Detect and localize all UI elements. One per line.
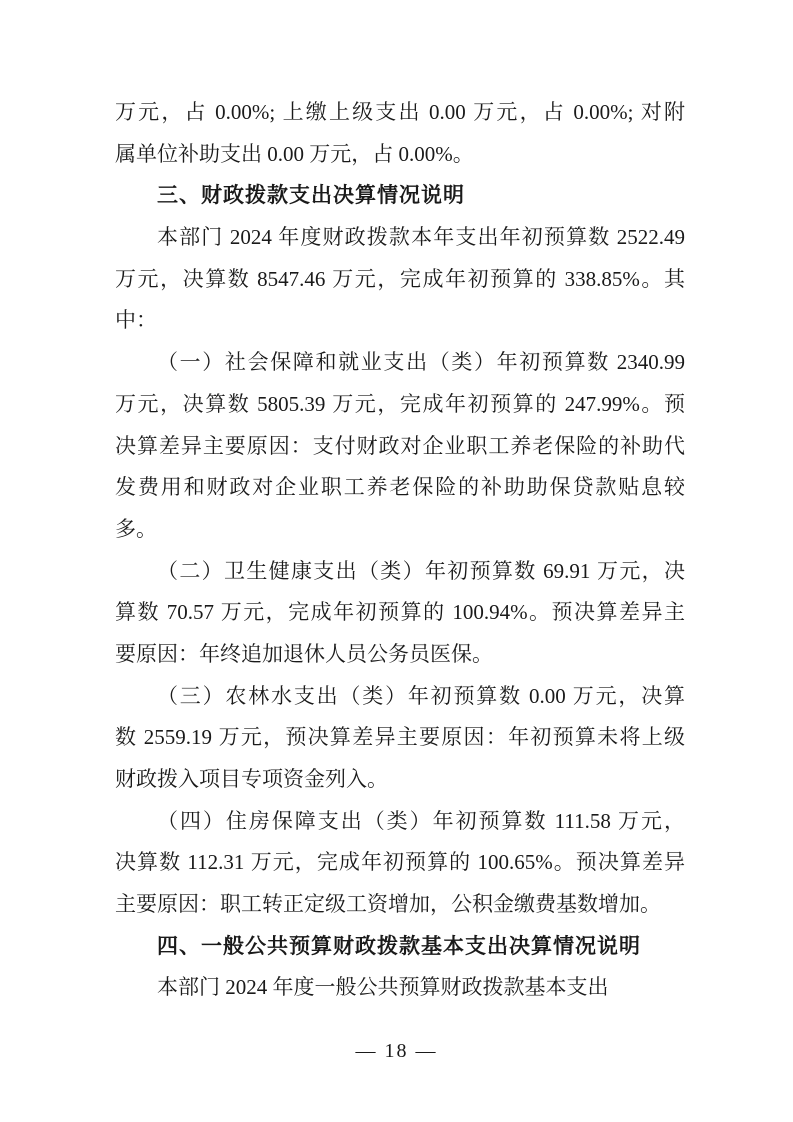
text-line: 发费用和财政对企业职工养老保险的补助助保贷款贴息较 <box>115 475 685 500</box>
text-line: 财政拨入项目专项资金列入。 <box>115 767 388 791</box>
page-footer <box>0 1036 793 1066</box>
text-line: （二）卫生健康支出（类）年初预算数 69.91 万元，决 <box>157 558 685 583</box>
text-line: 决算数 112.31 万元，完成年初预算的 100.65%。预决算差异 <box>115 850 685 875</box>
text-line: （三）农林水支出（类）年初预算数 0.00 万元，决算 <box>157 683 685 708</box>
heading-section-three: 三、财政拨款支出决算情况说明 <box>157 184 465 208</box>
text-line: （一）社会保障和就业支出（类）年初预算数 2340.99 <box>157 350 685 375</box>
text-line: 决算差异主要原因：支付财政对企业职工养老保险的补助代 <box>115 433 685 458</box>
text-line: 算数 70.57 万元，完成年初预算的 100.94%。预决算差异主 <box>115 600 685 625</box>
text-line: 本部门 2024 年度一般公共预算财政拨款基本支出 <box>157 975 609 1000</box>
text-line: 万元，决算数 5805.39 万元，完成年初预算的 247.99%。预 <box>115 391 685 416</box>
text-line: 多。 <box>115 516 157 541</box>
text-line: 要原因：年终追加退休人员公务员医保。 <box>115 641 493 666</box>
text-line: 主要原因：职工转正定级工资增加，公积金缴费基数增加。 <box>115 892 661 917</box>
page-number: — 18 — <box>355 1040 438 1062</box>
heading-section-four: 四、一般公共预算财政拨款基本支出决算情况说明 <box>157 934 641 958</box>
text-line: 本部门 2024 年度财政拨款本年支出年初预算数 2522.49 <box>157 225 685 250</box>
text-line: （四）住房保障支出（类）年初预算数 111.58 万元， <box>157 808 685 833</box>
text-line: 数 2559.19 万元，预决算差异主要原因：年初预算未将上级 <box>115 725 685 750</box>
text-line: 中： <box>115 308 157 333</box>
text-line: 万元，占 0.00%; 上缴上级支出 0.00 万元，占 0.00%; 对附 <box>115 100 685 124</box>
document-body <box>115 92 685 1009</box>
text-line: 属单位补助支出 0.00 万元，占 0.00%。 <box>115 141 474 166</box>
text-line: 万元，决算数 8547.46 万元，完成年初预算的 338.85%。其 <box>115 266 685 291</box>
